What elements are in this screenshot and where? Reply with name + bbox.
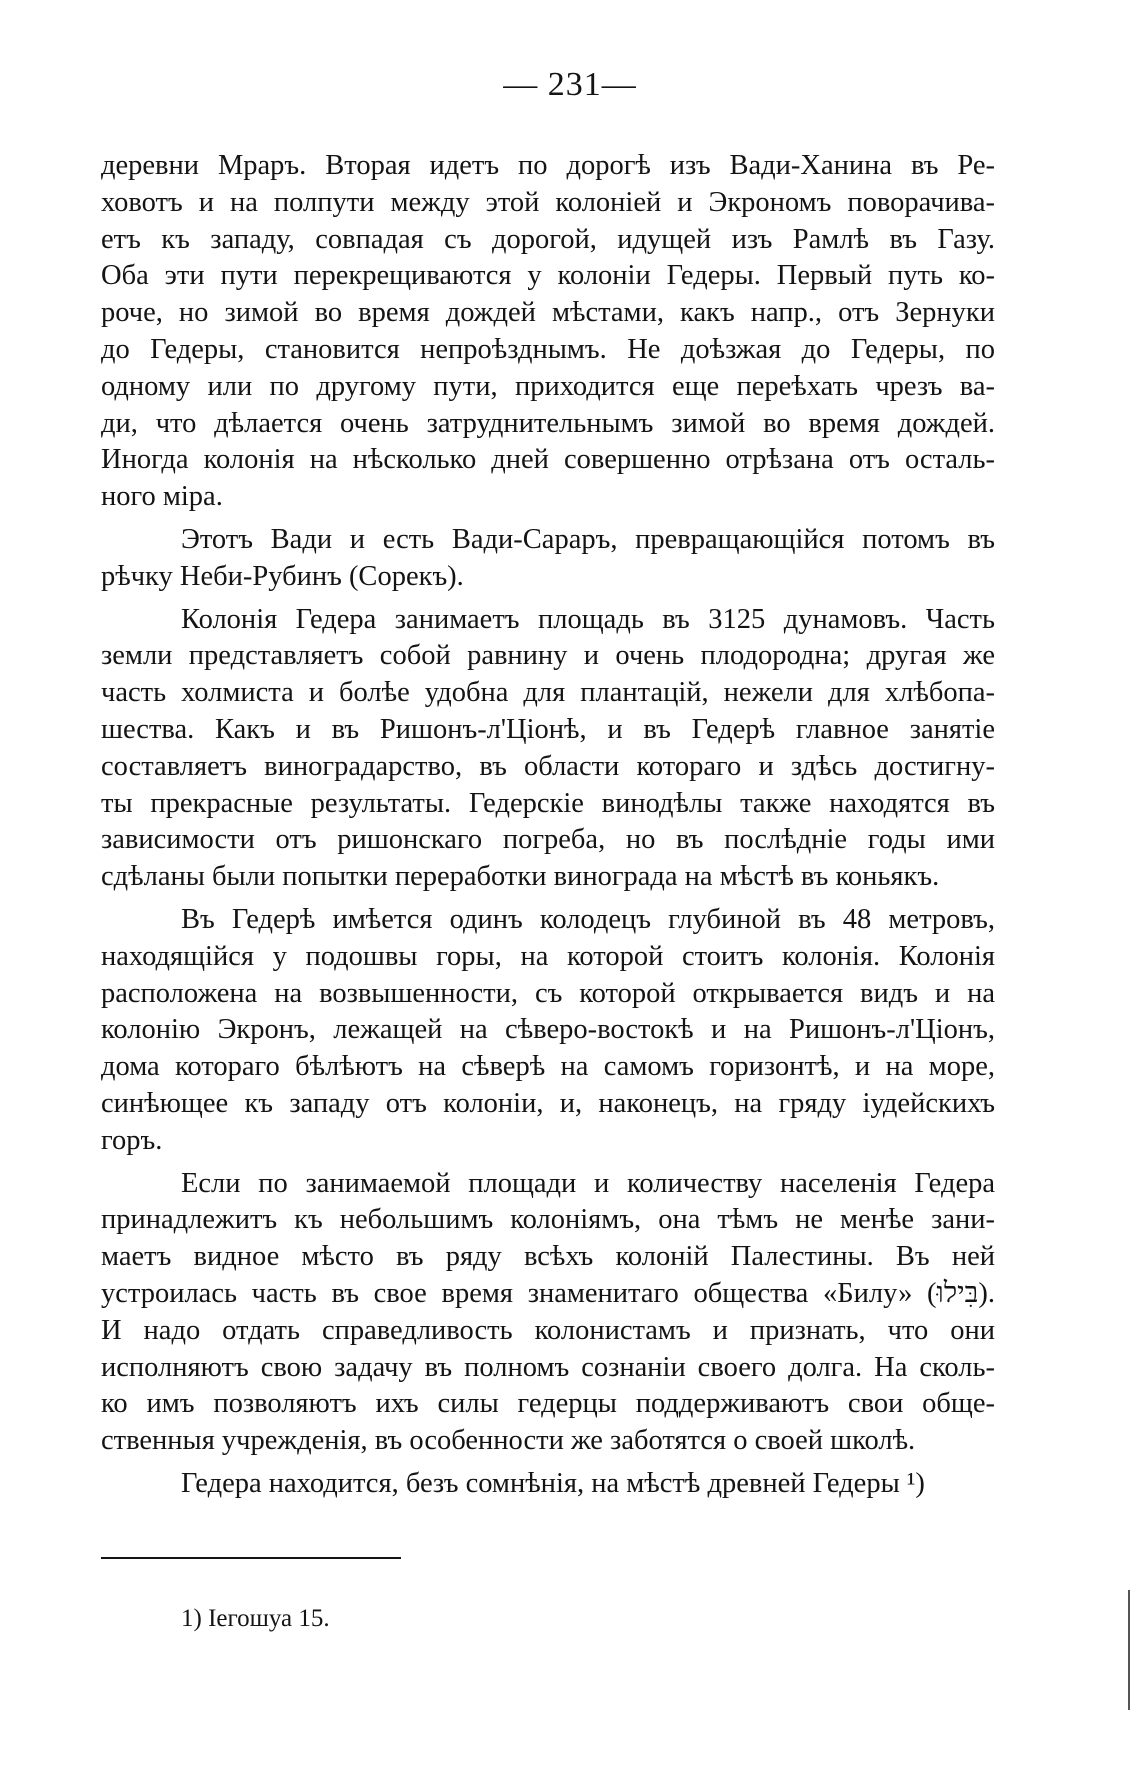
text-line: маетъ видное мѣсто въ ряду всѣхъ колоній Палестины. Въ ней bbox=[101, 1241, 995, 1273]
margin-mark bbox=[1128, 1590, 1130, 1710]
paragraph bbox=[101, 148, 995, 516]
text-line: Оба эти пути перекрещиваются у колоніи Гедеры. Первый путь ко- bbox=[101, 260, 995, 292]
text-line: часть холмиста и болѣе удобна для плантацій, нежели для хлѣбопа- bbox=[101, 677, 995, 709]
text-line: составляетъ виноградарство, въ области котораго и здѣсь достигну- bbox=[101, 750, 995, 782]
paragraph bbox=[101, 602, 995, 896]
text-line: ховотъ и на полпути между этой колоніей и Экрономъ поворачива- bbox=[101, 186, 995, 218]
text-line: Гедера находится, безъ сомнѣнія, на мѣстѣ древней Гедеры ¹) bbox=[181, 1467, 925, 1499]
text-line: ственныя учрежденія, въ особенности же заботятся о своей школѣ. bbox=[101, 1425, 916, 1457]
footnote-divider bbox=[101, 1557, 401, 1559]
text-line: колонію Экронъ, лежащей на сѣверо-востокѣ и на Ришонъ-л'Ціонъ, bbox=[101, 1014, 995, 1046]
text-line: зависимости отъ ришонскаго погреба, но въ послѣдніе годы ими bbox=[101, 824, 995, 856]
footnote: 1) Іегошуа 15. bbox=[181, 1605, 330, 1632]
body-text bbox=[101, 148, 995, 1509]
text-line: ты прекрасные результаты. Гедерскіе винодѣлы также находятся въ bbox=[101, 787, 995, 819]
text-line: етъ къ западу, совпадая съ дорогой, идущей изъ Рамлѣ въ Газу. bbox=[101, 223, 995, 255]
text-line: деревни Мраръ. Вторая идетъ по дорогѣ изъ Вади-Ханина въ Ре- bbox=[101, 150, 995, 181]
text-line: устроилась часть въ свое время знаменитаго общества «Билу» (בִּילוּ). bbox=[101, 1277, 995, 1309]
text-line: находящійся у подошвы горы, на которой стоитъ колонія. Колонія bbox=[101, 940, 995, 972]
text-line: шества. Какъ и въ Ришонъ-л'Ціонѣ, и въ Гедерѣ главное занятіе bbox=[101, 713, 995, 745]
text-line: расположена на возвышенности, съ которой открывается видъ и на bbox=[101, 977, 995, 1009]
text-line: роче, но зимой во время дождей мѣстами, какъ напр., отъ Зернуки bbox=[101, 297, 995, 329]
text-line: Если по занимаемой площади и количеству населенія Гедера bbox=[181, 1167, 995, 1199]
text-line: Колонія Гедера занимаетъ площадь въ 3125 дунамовъ. Часть bbox=[181, 603, 995, 635]
text-line: земли представляетъ собой равнину и очень плодородна; другая же bbox=[101, 640, 995, 672]
text-line: принадлежитъ къ небольшимъ колоніямъ, она тѣмъ не менѣе зани- bbox=[101, 1204, 995, 1236]
page-number: — 231— bbox=[503, 66, 637, 103]
text-line: Въ Гедерѣ имѣется одинъ колодецъ глубиной въ 48 метровъ, bbox=[181, 903, 995, 935]
paragraph bbox=[101, 902, 995, 1160]
text-line: И надо отдать справедливость колонистамъ и признать, что они bbox=[101, 1314, 995, 1346]
paragraph bbox=[101, 1466, 995, 1503]
text-line: рѣчку Неби-Рубинъ (Сорекъ). bbox=[101, 560, 464, 592]
text-line: горъ. bbox=[101, 1124, 163, 1156]
text-line: дома котораго бѣлѣютъ на сѣверѣ на самомъ горизонтѣ, и на море, bbox=[101, 1051, 995, 1083]
paragraph bbox=[101, 522, 995, 596]
text-line: синѣющее къ западу отъ колоніи, и, наконецъ, на гряду іудейскихъ bbox=[101, 1087, 995, 1119]
paragraph bbox=[101, 1166, 995, 1460]
text-line: ди, что дѣлается очень затруднительнымъ зимой во время дождей. bbox=[101, 407, 995, 439]
text-line: ного міра. bbox=[101, 481, 223, 513]
text-line: Иногда колонія на нѣсколько дней совершенно отрѣзана отъ осталь- bbox=[101, 444, 995, 476]
text-line: исполняютъ свою задачу въ полномъ сознаніи своего долга. На сколь- bbox=[101, 1351, 995, 1383]
text-line: ко имъ позволяютъ ихъ силы гедерцы поддерживаютъ свои обще- bbox=[101, 1388, 995, 1420]
text-line: Этотъ Вади и есть Вади-Сараръ, превращающійся потомъ въ bbox=[181, 523, 995, 555]
text-line: до Гедеры, становится непроѣзднымъ. Не доѣзжая до Гедеры, по bbox=[101, 333, 995, 365]
text-line: одному или по другому пути, приходится еще переѣхать чрезъ ва- bbox=[101, 370, 995, 402]
text-line: сдѣланы были попытки переработки винограда на мѣстѣ въ коньякъ. bbox=[101, 861, 940, 893]
